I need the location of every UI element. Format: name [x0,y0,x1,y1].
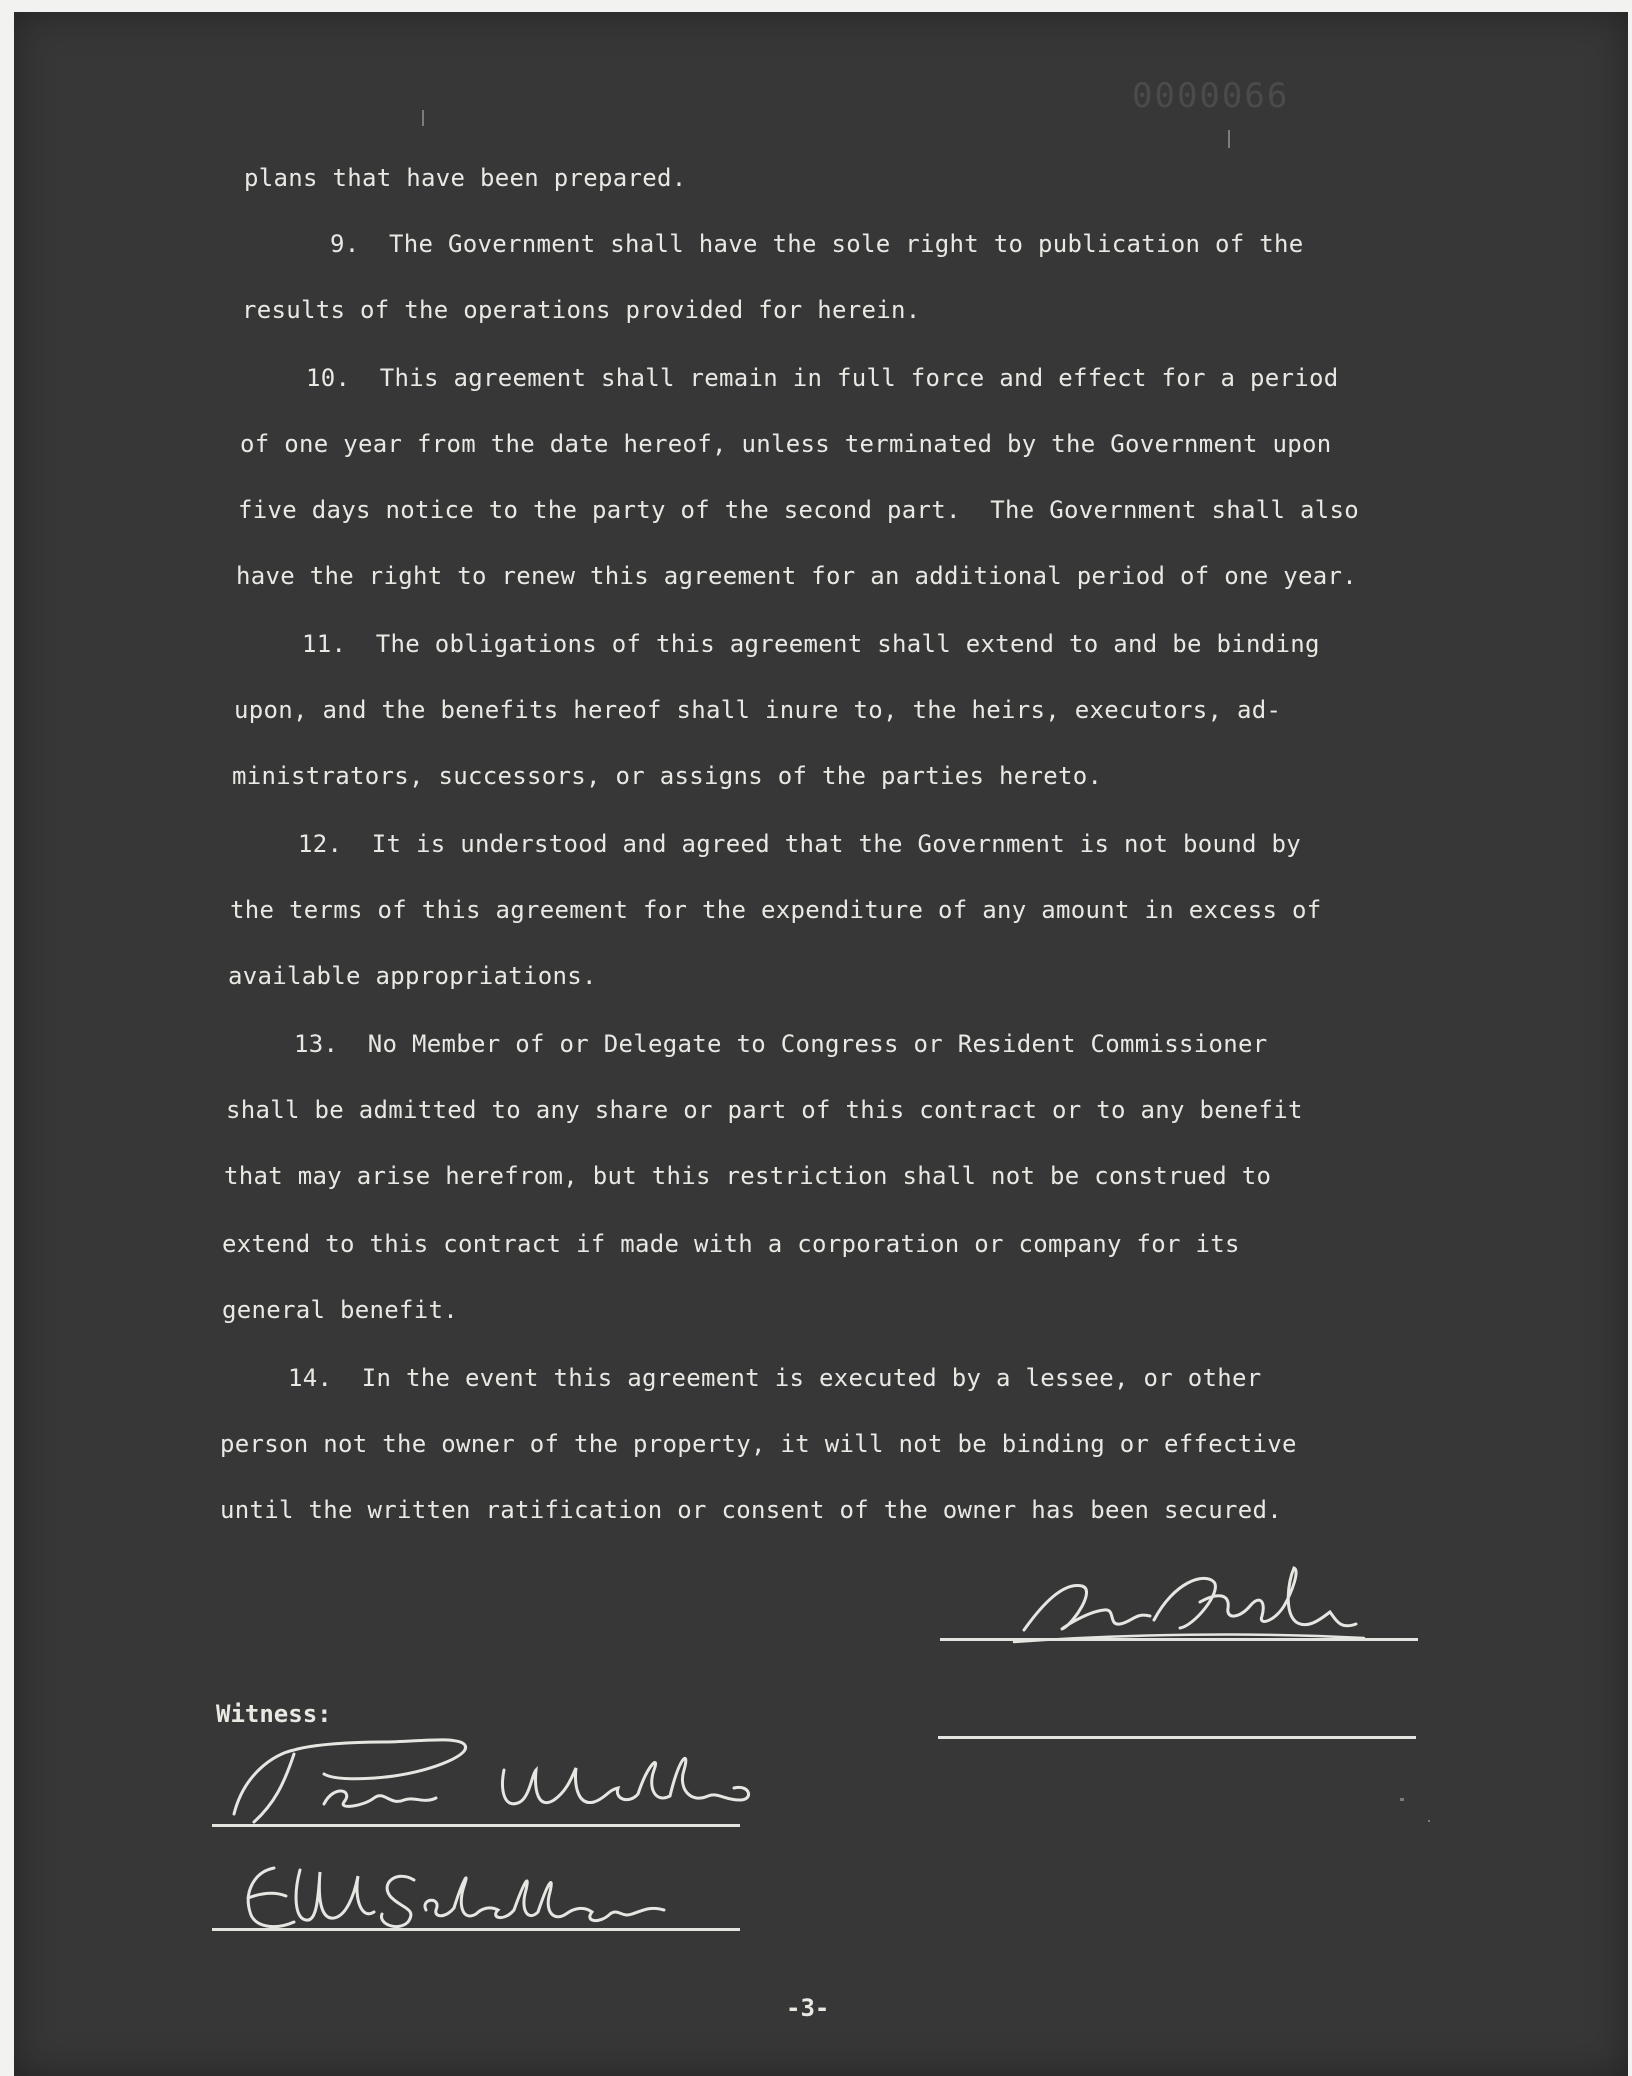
text-line: extend to this contract if made with a corporation or company for its [222,1230,1240,1258]
signature-line [940,1638,1418,1641]
text-line: 11. The obligations of this agreement shall extend to and be binding [302,630,1320,658]
speck-mark [1400,1798,1404,1801]
text-line: have the right to renew this agreement for an additional period of one year. [236,562,1357,590]
text-line: the terms of this agreement for the expenditure of any amount in excess of [230,896,1322,924]
document-number: 0000066 [1132,76,1290,116]
witness-signature [214,1714,774,1834]
page-number: -3- [786,1994,830,2022]
document-page [14,12,1628,2076]
text-line: results of the operations provided for herein. [242,296,921,324]
text-line: 13. No Member of or Delegate to Congress or Resident Commissioner [294,1030,1268,1058]
speck-mark [422,110,424,126]
text-line: person not the owner of the property, it will not be binding or effective [220,1430,1297,1458]
text-line: available appropriations. [228,962,597,990]
text-line: 14. In the event this agreement is executed by a lessee, or other [288,1364,1262,1392]
text-line: that may arise herefrom, but this restriction shall not be construed to [224,1162,1272,1190]
speck-mark [1228,130,1230,148]
text-line: shall be admitted to any share or part of this contract or to any benefit [226,1096,1303,1124]
text-line: 10. This agreement shall remain in full force and effect for a period [306,364,1339,392]
text-line: 12. It is understood and agreed that the Government is not bound by [298,830,1301,858]
text-line: plans that have been prepared. [244,164,687,192]
text-line: 9. The Government shall have the sole right to publication of the [330,230,1304,258]
text-line: upon, and the benefits hereof shall inure to, the heirs, executors, ad- [234,696,1282,724]
text-line: of one year from the date hereof, unless terminated by the Government upon [240,430,1332,458]
text-line: general benefit. [222,1296,458,1324]
witness-signature-line [212,1928,740,1931]
witness-label: Witness: [216,1700,332,1728]
signature-line [938,1736,1416,1739]
text-line: ministrators, successors, or assigns of the parties hereto. [232,762,1103,790]
witness-signature-line [212,1824,740,1827]
owner-signature [1004,1542,1384,1652]
speck-mark [1428,1820,1430,1822]
text-line: until the written ratification or consent of the owner has been secured. [220,1496,1282,1524]
text-line: five days notice to the party of the second part. The Government shall also [238,496,1359,524]
